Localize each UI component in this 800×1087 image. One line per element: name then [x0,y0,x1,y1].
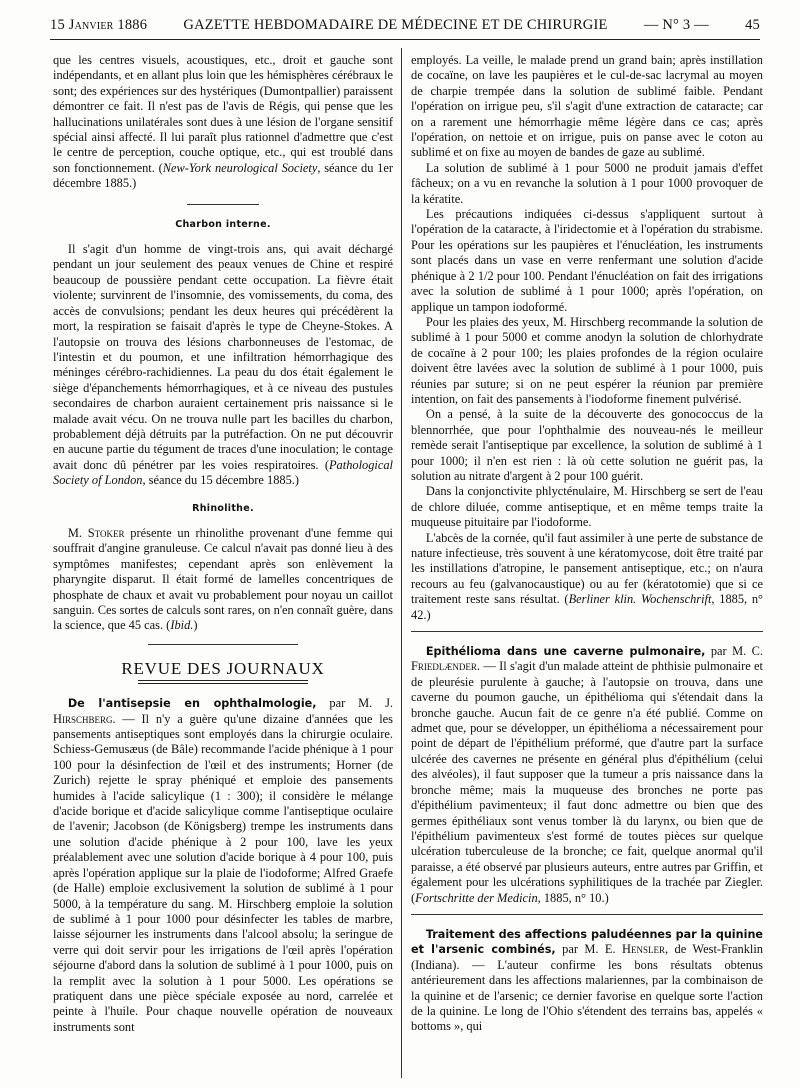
citation: New-York neurological Society [162,160,318,175]
citation: Ibid. [170,618,194,633]
header-issue: — N° 3 — [643,16,709,33]
article-paludeennes: Traitement des affections paludéennes par la quinine et l'arsenic combinés, par M. E. Hensler, de West-Franklin (Indiana). — L'auteur confirme les bons résultats obtenus antérieurement dans les affections malariennes, par la combinaison de la quinine et de l'arsenic; ce dernier favorise en quelque sorte l'action de la quinine. Le long de l'Ohio s'étendent des terrains bas, appelés « bottoms », qui [411,927,763,1034]
article-epithelioma: Epithélioma dans une caverne pulmonaire, par M. C. Friedlænder. — Il s'agit d'un malade atteint de phthisie pulmonaire et de pleurésie purulente à gauche; à l'autopsie on trouva, dans une caverne du poumon gauche, un épithélioma qui s'étendait dans la bronche gauche. Aucun fait de ce genre n'a été publié. Comme on admet que, pour se développer, un épithélioma a nécessairement pour point de départ de l'épithélium préformé, que d'autre part la surface ulcérée des cavernes ne présente en général plus d'épithélium (celui des alvéoles), il faut supposer que la tumeur a pris naissance dans la bronche même; mais la muqueuse des bronches ne porte pas d'épithélium pavimenteux; il faut donc admettre ou bien que des germes épithéliaux sont venus tomber là du larynx, ou bien que de l'épithélium pavimenteux s'est formé de toutes pièces sur quelque ulcération tuberculeuse de la bronche; ce fait, quelque anormal qu'il paraisse, a été observé par plusieurs auteurs, entre autres par Griffin, et également pour les ulcérations syphilitiques de la trachée par Ziegler. (Fortschritte der Medicin, 1885, n° 10.) [411,644,763,905]
paragraph: que les centres visuels, acoustiques, etc., droit et gauche sont indépendants, et en allant plus loin que les hémisphères cérébraux le sont; des expériences sur des hystériques (Dumontpallier) paraissent démontrer ce fait. Il n'est pas de l'avis de Régis, qui pense que les hallucinations unilatérales sont dues à une lésion de l'organe sensitif spécial ainsi affecté. Il lui paraît plus rationnel d'admettre que c'est le centre de perception, couche optique, etc., qui est troublé dans son fonctionnement. (New-York neurological Society, séance du 1er décembre 1885.) [53,53,393,191]
paragraph: Dans la conjonctivite phlycténulaire, M. Hirschberg se sert de l'eau de chlore diluée, comme antiseptique, et en même temps traite la muqueuse pituitaire par l'iodoforme. [411,484,763,530]
subheading-rhinolithe: Rhinolithe. [192,502,254,514]
header-journal-title: GAZETTE HEBDOMADAIRE DE MÉDECINE ET DE CHIRURGIE [183,16,608,33]
divider [411,631,763,632]
divider [411,914,763,915]
running-header [50,10,760,40]
paragraph: Il s'agit d'un homme de vingt-trois ans, qui avait déchargé pendant un jour seulement des peaux venues de Chine et respiré beaucoup de poussière pendant cette occupation. La fièvre était violente; survinrent de l'insomnie, des vomissements, du coma, des accès de convulsions; pendant les deux heures qui précédèrent la mort, la respiration se faisait d'après le type de Cheyne-Stokes. A l'autopsie on trouva des lésions charbonneuses de l'estomac, de l'intestin et du poumon, et une infiltration hémorrhagique des méninges cérébro-rachidiennes. La peau du dos était également le siège d'épanchements hémorrhagiques, et à ce niveau des pustules secondaires de charbon auraient certainement pris naissance si le malade avait vécu. On ne trouva nulle part les bacilles du charbon, probablement déjà détruits par la putréfaction. On ne put découvrir en aucune partie du tégument de traces d'une inoculation; le contage avait donc dû pénétrer par les voies respiratoires. (Pathological Society of London, séance du 15 décembre 1885.) [53,242,393,488]
article-title: Traitement des affections paludéennes par la quinine et l'arsenic combinés, [411,927,763,957]
article-ophthalmologie: De l'antisepsie en ophthalmologie, par M. J. Hirschberg. — Il n'y a guère qu'une dizaine d'années que les pansements antiseptiques sont employés dans la chirurgie oculaire. Schiess-Gemusæus (de Bâle) recommande l'acide phénique à 1 pour 100 pour la désinfection de l'œil et des instruments; Horner (de Zurich) rejette le spray phéniqué et emploie des pansements humides à l'acide salicylique (1 : 300); il considère le mélange d'acide borique et d'acide salicylique comme l'antiseptique oculaire de l'avenir; Jacobson (de Königsberg) trempe les instruments dans une solution d'acide phénique à 2 pour 100, lave les yeux préalablement avec une solution d'acide borique à 4 pour 100, puis après l'opération applique sur la plaie de l'iodoforme; Alfred Graefe (de Halle) emploie exclusivement la solution de sublimé à 1 pour 5000, à la température du sang. M. Hirschberg emploie la solution de sublimé à 1 pour 1000 pour désinfecter les tables de marbre, laisse séjourner les instruments dans l'alcool absolu; la seringue de verre qui doit servir pour les irrigations de l'œil après l'opération séjourne d'abord dans la solution de sublimé à 1 pour 1000, puis on la remplit avec la solution à 1 pour 5000. Les opérations se pratiquent dans une pièce spéciale exposée au nord, carrelée et peinte à l'huile. Pour chaque nouvelle opération de nouveaux instruments sont [53,696,393,1034]
author-name: Hirschberg [53,711,113,726]
paragraph: Pour les plaies des yeux, M. Hirschberg recommande la solution de sublimé à 1 pour 5000 et comme anodyn la solution de chlorhydrate de cocaïne à 2 pour 100; les plaies profondes de la région oculaire doivent être lavées avec la solution de sublimé à 1 pour 1000, puis réunies par suture; si on ne peut espérer la réunion par première intention, on fait des pansements à l'iodoforme finement pulvérisé. [411,314,763,406]
right-column [411,53,763,1083]
column-divider [401,48,402,1078]
author-name: Hensler [622,942,665,957]
divider [187,204,259,205]
header-page-number: 45 [745,16,760,33]
header-date: 15 Janvier 1886 [50,16,148,33]
paragraph: M. Stoker présente un rhinolithe provenant d'une femme qui souffrait d'angine granuleuse. Ce calcul n'avait pas donné lieu à des symptômes manifestes; cependant après son enlèvement la pharyngite disparut. Il était formé de lamelles concentriques de phosphate de chaux et avait vu probablement pour noyau un caillot sanguin. Ces sortes de calculs sont rares, on n'en connaît guère, dans la science, que 45 cas. (Ibid.) [53,525,393,633]
article-title: De l'antisepsie en ophthalmologie, [67,697,317,711]
paragraph: L'abcès de la cornée, qu'il faut assimiler à une perte de substance de nature infectieuse, très souvent à une kératomycose, doit être traité par les instillations d'atropine, le pansement antiseptique, etc.; on n'aura recours au feu (galvanocaustique) ou au fer (kératotomie) que si ce traitement reste sans résultat. (Berliner klin. Wochenschrift, 1885, n° 42.) [411,530,763,622]
paragraph: On a pensé, à la suite de la découverte des gonococcus de la blennorrhée, que pour l'ophthalmie des nouveau-nés le meilleur remède serait l'antiseptique par excellence, la solution de sublimé à 1 pour 1000; il n'en est rien : là où cette solution ne guérit pas, la solution au nitrate d'argent à 2 pour 100 guérit. [411,407,763,483]
citation: Pathological Society of London [53,457,393,488]
paragraph: La solution de sublimé à 1 pour 5000 ne produit jamais d'effet fâcheux; on a vu en revanche la solution à 1 pour 1000 provoquer de la kératite. [411,160,763,206]
subheading-charbon: Charbon interne. [175,218,271,230]
section-title: REVUE DES JOURNAUX [121,658,325,678]
title-double-rule [138,680,308,684]
paragraph: Les précautions indiquées ci-dessus s'appliquent surtout à l'opération de la cataracte, à l'iridectomie et à l'opération du strabisme. Pour les opérations sur les paupières et l'énucléation, les instruments sont placés dans un vase en verre renfermant une solution d'acide phénique à 2 1/2 pour 100. Pendant l'énucléation on fait des irrigations avec la solution de sublimé à 1 pour 1000; après l'opération, on applique un tampon iodoformé. [411,207,763,314]
left-column [53,53,393,1083]
citation: Berliner klin. Wochenschrift [568,592,712,607]
article-title: Epithélioma dans une caverne pulmonaire, [425,645,706,659]
author-name: Friedlænder [411,659,477,674]
divider [148,644,298,645]
header-rule [50,39,760,40]
citation: Fortschritte der Medicin [415,890,538,905]
person-name: M. Stoker [67,525,125,540]
paragraph: employés. La veille, le malade prend un grand bain; après instillation de cocaïne, on lave les paupières et le cul-de-sac lacrymal au moyen de charpie trempée dans la solution de sublimé faible. Pendant l'opération on irrigue peu, s'il s'agit d'une extraction de cataracte; car on a rarement une hémorrhagie même légère dans ce cas; après l'opération, on nettoie et on irrigue, puis on panse avec le coton au sublimé et on fixe au moyen de bandes de gaze au sublimé. [411,53,763,160]
